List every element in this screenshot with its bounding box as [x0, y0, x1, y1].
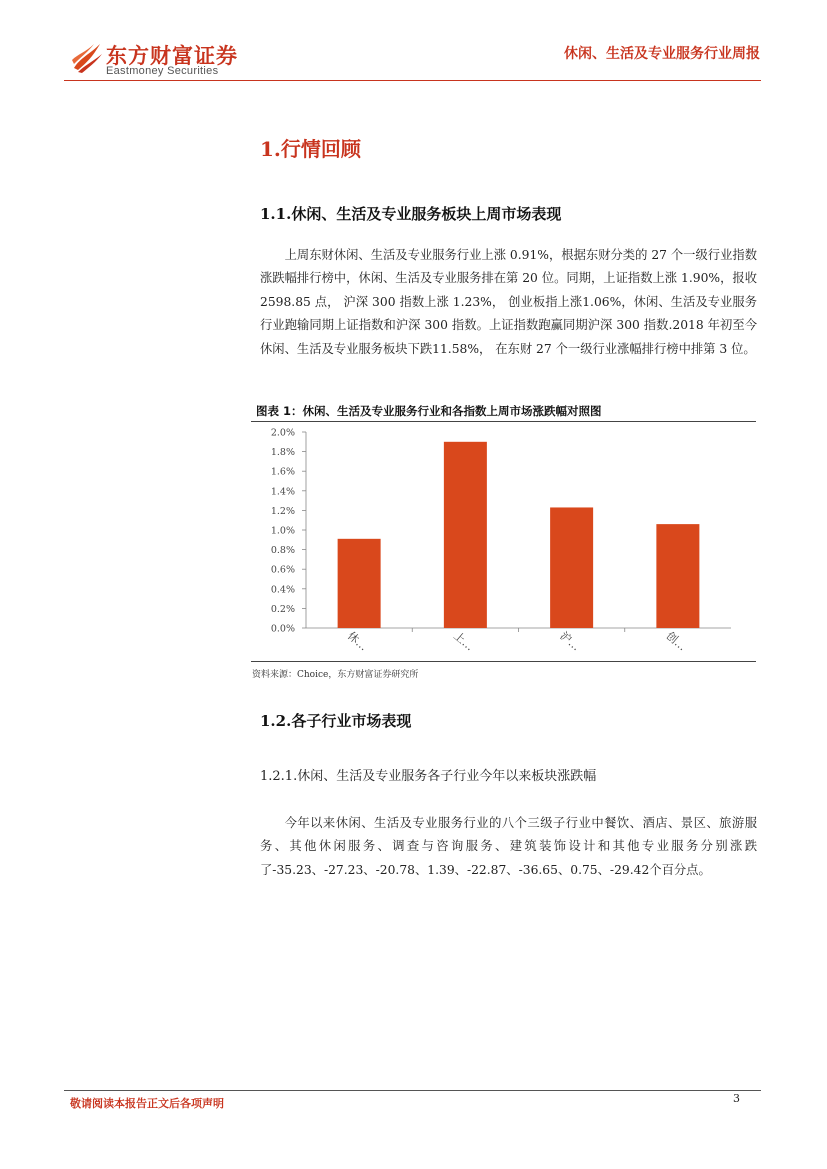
logo-chinese-name: 东方财富证券 — [106, 44, 238, 68]
y-tick-label: 1.8% — [270, 447, 295, 459]
market-summary-paragraph: 上周东财休闲、生活及专业服务行业上涨 0.91%，根据东财分类的 27 个一级行业指数涨跌幅排行榜中，休闲、生活及专业服务排在第 20 位。同期，上证指数上涨 1.90%，报收 2598.85 点， 沪深 300 指数上涨 1.23%， 创业板指上涨1.06%，休闲、生活及专业服务行业跑输同期上证指数和沪深 300 指数。上证指数跑赢同期沪深 300 指数.2018 年初至今休闲、生活及专业服务板块下跌11.58%， 在东财 27 个一级行业涨幅排行榜中排第 3 位。 — [260, 248, 757, 356]
figure-source: 资料来源：Choice，东方财富证券研究所 — [252, 670, 419, 680]
chart-bar — [550, 507, 593, 628]
y-tick-label: 1.0% — [270, 525, 295, 537]
page-number: 3 — [733, 1092, 740, 1105]
x-tick-label: 休… — [344, 629, 370, 654]
subsection-title-1-2: 1.2.各子行业市场表现 — [260, 712, 412, 730]
figure-bottom-rule — [251, 661, 756, 662]
chart-bar — [444, 442, 487, 628]
y-tick-label: 0.4% — [270, 584, 295, 596]
y-tick-label: 0.0% — [270, 623, 295, 635]
company-logo — [70, 40, 310, 84]
y-tick-label: 1.2% — [270, 505, 295, 517]
footer-divider — [64, 1090, 761, 1091]
figure-caption: 图表 1：休闲、生活及专业服务行业和各指数上周市场涨跌幅对照图 — [256, 404, 602, 418]
header-divider — [64, 80, 761, 81]
y-tick-label: 0.6% — [270, 564, 295, 576]
y-tick-label: 2.0% — [270, 427, 295, 439]
report-title: 休闲、生活及专业服务行业周报 — [564, 46, 760, 62]
subsection-title-1-2-1: 1.2.1.休闲、生活及专业服务各子行业今年以来板块涨跌幅 — [260, 769, 597, 784]
logo-flame-icon — [70, 40, 104, 74]
disclaimer-note: 敬请阅读本报告正文后各项声明 — [70, 1097, 224, 1110]
chart-bar — [656, 524, 699, 628]
section-title: 1.行情回顾 — [260, 137, 361, 161]
x-tick-label: 创… — [663, 629, 689, 654]
subindustry-paragraph: 今年以来休闲、生活及专业服务行业的八个三级子行业中餐饮、酒店、景区、旅游服务、其他休闲服务、调查与咨询服务、建筑装饰设计和其他专业服务分别涨跌了-35.23、-27.23、-20.78、1.39、-22.87、-36.65、0.75、-29.42个百分点。 — [260, 816, 757, 877]
bar-chart — [251, 422, 756, 660]
page-header — [70, 34, 760, 82]
x-tick-label: 沪… — [557, 629, 583, 654]
x-tick-label: 上… — [451, 629, 477, 654]
y-tick-label: 0.2% — [270, 603, 295, 615]
y-tick-label: 0.8% — [270, 545, 295, 557]
y-tick-label: 1.6% — [270, 466, 295, 478]
logo-english-name: Eastmoney Securities — [106, 65, 219, 77]
y-tick-label: 1.4% — [270, 486, 295, 498]
subsection-title-1-1: 1.1.休闲、生活及专业服务板块上周市场表现 — [260, 205, 562, 223]
chart-bar — [338, 539, 381, 628]
